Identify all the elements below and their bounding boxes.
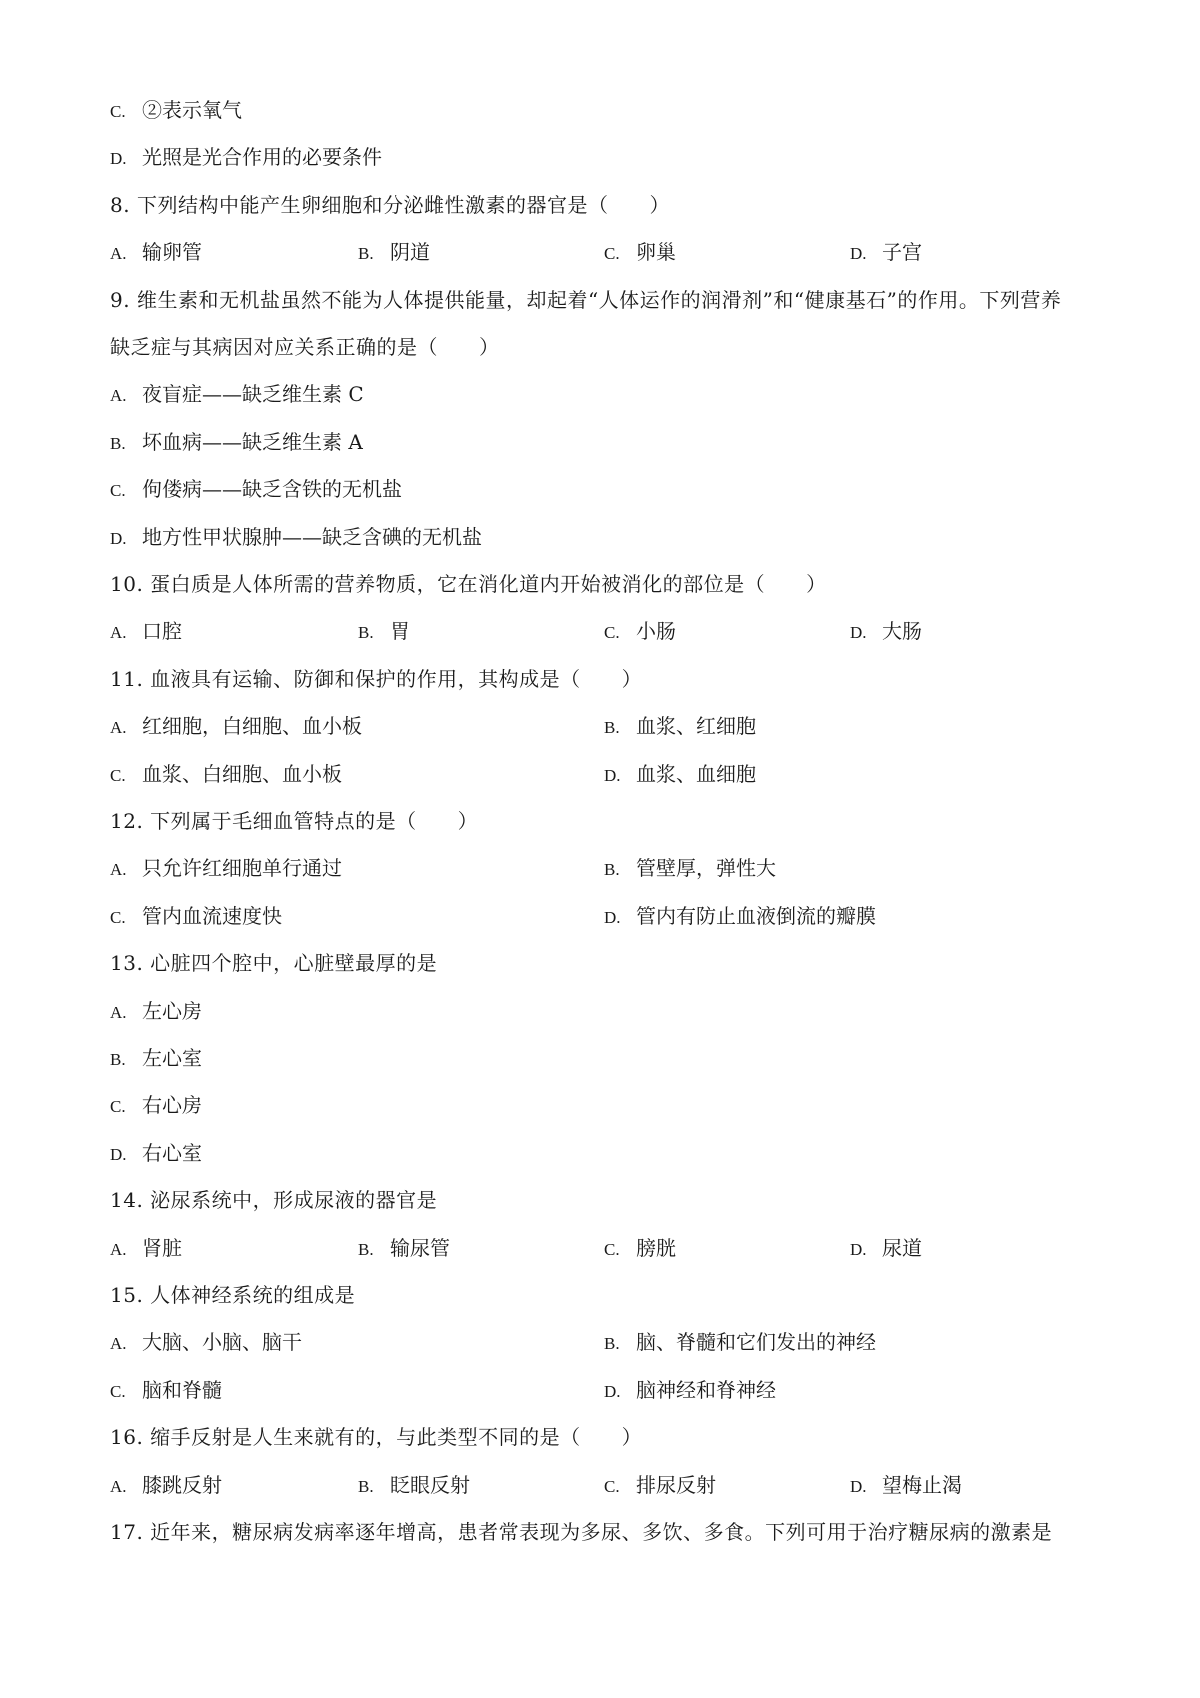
option-letter: A. xyxy=(110,860,127,879)
option-text: 排尿反射 xyxy=(636,1473,716,1497)
option-letter: D. xyxy=(110,149,127,168)
option-letter: D. xyxy=(604,1382,621,1401)
option-text: 只允许红细胞单行通过 xyxy=(142,856,342,880)
question-text: 13. 心脏四个腔中，心脏壁最厚的是 xyxy=(110,951,438,975)
option-text: 脑神经和脊神经 xyxy=(636,1378,776,1402)
option-letter: A. xyxy=(110,623,127,642)
answer-option xyxy=(110,902,282,930)
option-text: ②表示氧气 xyxy=(142,98,242,122)
answer-option xyxy=(110,854,342,882)
option-letter: A. xyxy=(110,1003,127,1022)
answer-option xyxy=(110,1234,182,1262)
answer-option xyxy=(358,238,430,266)
option-letter: C. xyxy=(604,623,620,642)
answer-option xyxy=(110,1044,202,1072)
answer-option xyxy=(110,523,482,551)
option-letter: B. xyxy=(358,623,374,642)
answer-option xyxy=(358,1234,450,1262)
option-text: 口腔 xyxy=(142,619,182,643)
question-text: 14. 泌尿系统中，形成尿液的器官是 xyxy=(110,1188,438,1212)
option-letter: D. xyxy=(850,1240,867,1259)
answer-option xyxy=(358,1471,470,1499)
option-text: 膝跳反射 xyxy=(142,1473,222,1497)
option-letter: B. xyxy=(110,434,126,453)
answer-option xyxy=(604,902,876,930)
answer-option xyxy=(110,1139,202,1167)
option-text: 右心室 xyxy=(142,1141,202,1165)
option-text: 夜盲症——缺乏维生素 C xyxy=(142,382,364,406)
answer-option xyxy=(604,854,776,882)
option-text: 大脑、小脑、脑干 xyxy=(142,1330,302,1354)
question-text: 16. 缩手反射是人生来就有的，与此类型不同的是（ ） xyxy=(110,1425,643,1449)
option-text: 管内血流速度快 xyxy=(142,904,282,928)
answer-option xyxy=(110,380,364,408)
question-text: 8. 下列结构中能产生卵细胞和分泌雌性激素的器官是（ ） xyxy=(110,193,670,217)
option-letter: C. xyxy=(604,1477,620,1496)
option-text: 地方性甲状腺肿——缺乏含碘的无机盐 xyxy=(142,525,482,549)
option-letter: C. xyxy=(110,481,126,500)
option-letter: A. xyxy=(110,1477,127,1496)
option-text: 管内有防止血液倒流的瓣膜 xyxy=(636,904,876,928)
option-letter: D. xyxy=(110,529,127,548)
option-letter: C. xyxy=(110,102,126,121)
option-text: 膀胱 xyxy=(636,1236,676,1260)
option-letter: A. xyxy=(110,1240,127,1259)
option-text: 脑和脊髓 xyxy=(142,1378,222,1402)
option-letter: B. xyxy=(604,860,620,879)
answer-option xyxy=(850,1234,922,1262)
option-text: 管壁厚，弹性大 xyxy=(636,856,776,880)
option-text: 输卵管 xyxy=(142,240,202,264)
answer-option xyxy=(604,712,756,740)
option-text: 血浆、白细胞、血小板 xyxy=(142,762,342,786)
option-text: 左心室 xyxy=(142,1046,202,1070)
answer-option xyxy=(110,760,342,788)
option-letter: D. xyxy=(604,766,621,785)
option-text: 血浆、红细胞 xyxy=(636,714,756,738)
option-letter: B. xyxy=(604,1334,620,1353)
question-text: 缺乏症与其病因对应关系正确的是（ ） xyxy=(110,335,500,359)
option-text: 红细胞，白细胞、血小板 xyxy=(142,714,362,738)
option-letter: D. xyxy=(604,908,621,927)
option-letter: D. xyxy=(110,1145,127,1164)
answer-option xyxy=(110,712,362,740)
option-letter: B. xyxy=(110,1050,126,1069)
answer-option xyxy=(850,1471,962,1499)
option-text: 右心房 xyxy=(142,1093,202,1117)
option-letter: A. xyxy=(110,244,127,263)
question-text: 17. 近年来，糖尿病发病率逐年增高，患者常表现为多尿、多饮、多食。下列可用于治疗糖尿病的激素是 xyxy=(110,1520,1053,1544)
question-text: 9. 维生素和无机盐虽然不能为人体提供能量，却起着“人体运作的润滑剂”和“健康基石”的作用。下列营养 xyxy=(110,288,1062,312)
answer-option xyxy=(604,617,676,645)
option-text: 光照是光合作用的必要条件 xyxy=(142,145,382,169)
answer-option xyxy=(110,1328,302,1356)
option-text: 胃 xyxy=(390,619,410,643)
answer-option xyxy=(110,1091,202,1119)
answer-option xyxy=(110,428,363,456)
option-text: 脑、脊髓和它们发出的神经 xyxy=(636,1330,876,1354)
option-letter: C. xyxy=(110,1097,126,1116)
question-text: 15. 人体神经系统的组成是 xyxy=(110,1283,356,1307)
answer-option xyxy=(604,1471,716,1499)
option-text: 阴道 xyxy=(390,240,430,264)
question-text: 10. 蛋白质是人体所需的营养物质，它在消化道内开始被消化的部位是（ ） xyxy=(110,572,827,596)
answer-option xyxy=(110,1376,222,1404)
option-letter: D. xyxy=(850,623,867,642)
answer-option xyxy=(604,238,676,266)
option-text: 卵巢 xyxy=(636,240,676,264)
option-letter: B. xyxy=(604,718,620,737)
option-text: 左心房 xyxy=(142,999,202,1023)
option-letter: C. xyxy=(604,1240,620,1259)
option-text: 眨眼反射 xyxy=(390,1473,470,1497)
option-letter: B. xyxy=(358,1240,374,1259)
answer-option xyxy=(110,143,382,171)
option-letter: D. xyxy=(850,1477,867,1496)
option-text: 大肠 xyxy=(882,619,922,643)
option-text: 尿道 xyxy=(882,1236,922,1260)
answer-option xyxy=(110,96,242,124)
answer-option xyxy=(358,617,410,645)
question-text: 12. 下列属于毛细血管特点的是（ ） xyxy=(110,809,479,833)
answer-option xyxy=(110,1471,222,1499)
answer-option xyxy=(604,1234,676,1262)
question-text: 11. 血液具有运输、防御和保护的作用，其构成是（ ） xyxy=(110,667,643,691)
answer-option xyxy=(110,475,402,503)
option-text: 输尿管 xyxy=(390,1236,450,1260)
option-text: 望梅止渴 xyxy=(882,1473,962,1497)
answer-option xyxy=(604,1328,876,1356)
option-letter: C. xyxy=(604,244,620,263)
option-text: 小肠 xyxy=(636,619,676,643)
option-letter: D. xyxy=(850,244,867,263)
option-text: 坏血病——缺乏维生素 A xyxy=(142,430,363,454)
option-text: 肾脏 xyxy=(142,1236,182,1260)
option-letter: A. xyxy=(110,1334,127,1353)
answer-option xyxy=(110,617,182,645)
answer-option xyxy=(850,238,922,266)
answer-option xyxy=(604,1376,776,1404)
option-letter: B. xyxy=(358,1477,374,1496)
answer-option xyxy=(604,760,756,788)
option-letter: A. xyxy=(110,386,127,405)
answer-option xyxy=(110,997,202,1025)
answer-option xyxy=(850,617,922,645)
option-letter: C. xyxy=(110,766,126,785)
answer-option xyxy=(110,238,202,266)
option-letter: C. xyxy=(110,1382,126,1401)
option-text: 子宫 xyxy=(882,240,922,264)
option-text: 佝偻病——缺乏含铁的无机盐 xyxy=(142,477,402,501)
option-letter: C. xyxy=(110,908,126,927)
option-letter: A. xyxy=(110,718,127,737)
option-text: 血浆、血细胞 xyxy=(636,762,756,786)
option-letter: B. xyxy=(358,244,374,263)
